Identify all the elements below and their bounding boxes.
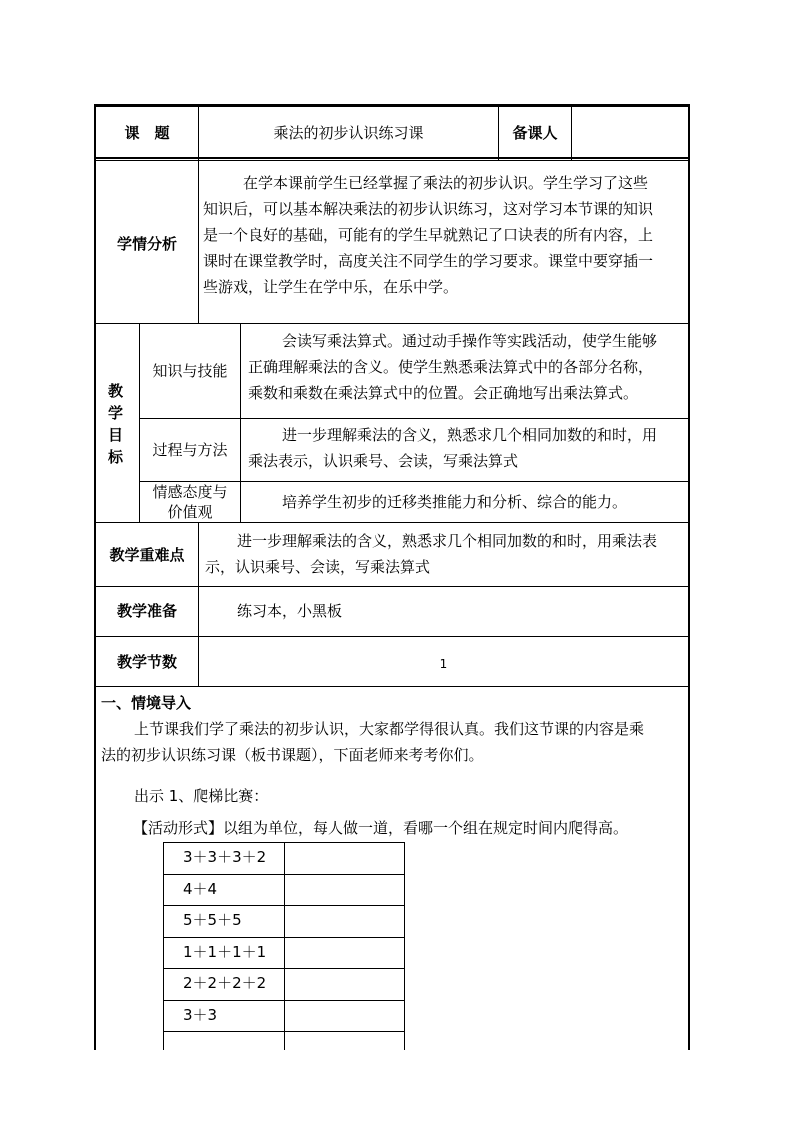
- preparation-label: 教学准备: [116, 602, 177, 620]
- ladder-border: [284, 842, 285, 1050]
- emotion-text: 培养学生初步的迁移类推能力和分析、综合的能力。: [282, 493, 628, 511]
- analysis-line: 知识后，可以基本解决乘法的初步认识练习，这对学习本节课的知识: [203, 200, 654, 218]
- emotion-label-line: 情感态度与: [152, 483, 228, 501]
- row-divider: [139, 418, 690, 419]
- row-divider: [94, 323, 690, 324]
- ladder-cell: 5＋5＋5: [183, 911, 242, 929]
- key-points-line: 进一步理解乘法的含义，熟悉求几个相同加数的和时，用乘法表: [237, 532, 658, 550]
- ladder-cell: 1＋1＋1＋1: [183, 943, 267, 961]
- section-title: 一、情境导入: [101, 694, 192, 712]
- topic-value: 乘法的初步认识练习课: [273, 124, 424, 142]
- key-points-text: [205, 528, 657, 580]
- analysis-line: 些游戏，让学生在学中乐，在乐中学。: [203, 278, 459, 296]
- knowledge-line: 正确理解乘法的含义。使学生熟悉乘法算式中的各部分名称，: [248, 358, 654, 376]
- process-text: [248, 422, 657, 474]
- knowledge-label: 知识与技能: [152, 362, 228, 380]
- intro-line: 上节课我们学了乘法的初步认识，大家都学得很认真。我们这节课的内容是乘: [134, 720, 645, 738]
- row-divider: [94, 160, 690, 161]
- emotion-label-line: 价值观: [167, 503, 213, 521]
- col-divider: [240, 324, 241, 523]
- col-divider: [198, 160, 199, 324]
- key-points-label: 教学重难点: [109, 546, 185, 564]
- ladder-cell: 3＋3: [183, 1006, 218, 1024]
- row-divider: [94, 636, 690, 637]
- analysis-line: 课时在课堂教学时，高度关注不同学生的学习要求。课堂中要穿插一: [203, 252, 654, 270]
- table-right-border: [688, 104, 690, 1050]
- row-divider: [94, 522, 690, 523]
- knowledge-text: [248, 328, 657, 406]
- goals-label-char: 学: [108, 404, 124, 422]
- goals-label-char: 教: [108, 382, 124, 400]
- analysis-label: 学情分析: [116, 235, 177, 253]
- knowledge-line: 乘数和乘数在乘法算式中的位置。会正确地写出乘法算式。: [248, 384, 639, 402]
- knowledge-line: 会读写乘法算式。通过动手操作等实践活动，使学生能够: [282, 332, 658, 350]
- col-divider: [571, 104, 572, 160]
- ladder-cell: 4＋4: [183, 880, 218, 898]
- analysis-line: 是一个良好的基础，可能有的学生早就熟记了口诀表的所有内容，上: [203, 226, 654, 244]
- analysis-line: 在学本课前学生已经掌握了乘法的初步认识。学生学习了这些: [243, 174, 649, 192]
- key-points-line: 示，认识乘号、会读，写乘法算式: [205, 558, 431, 576]
- row-divider: [94, 586, 690, 587]
- row-divider: [94, 157, 690, 159]
- analysis-text: [203, 170, 653, 300]
- ladder-border: [404, 842, 405, 1050]
- process-line: 乘法表示，认识乘号、会读，写乘法算式: [248, 452, 519, 470]
- process-line: 进一步理解乘法的含义，熟悉求几个相同加数的和时，用: [282, 426, 658, 444]
- table-top-border: [94, 104, 690, 107]
- show-line: 出示 1、爬梯比赛：: [134, 787, 269, 805]
- periods-label: 教学节数: [116, 653, 177, 671]
- activity-line: 【活动形式】以组为单位，每人做一道，看哪一个组在规定时间内爬得高。: [133, 819, 629, 837]
- ladder-cell: 3＋3＋3＋2: [183, 848, 267, 866]
- preparation-value: 练习本，小黑板: [237, 602, 343, 620]
- intro-text: [101, 716, 644, 768]
- row-divider: [94, 686, 690, 687]
- ladder-cell: 2＋2＋2＋2: [183, 974, 267, 992]
- ladder-border: [163, 842, 164, 1050]
- goals-label-char: 标: [108, 448, 124, 466]
- preparer-label: 备课人: [512, 124, 558, 142]
- intro-line: 法的初步认识练习课（板书课题），下面老师来考考你们。: [101, 746, 484, 764]
- row-divider: [139, 481, 690, 482]
- goals-label-char: 目: [108, 426, 124, 444]
- process-label: 过程与方法: [152, 441, 228, 459]
- periods-value: 1: [439, 657, 448, 671]
- topic-label: 课 题: [124, 124, 170, 142]
